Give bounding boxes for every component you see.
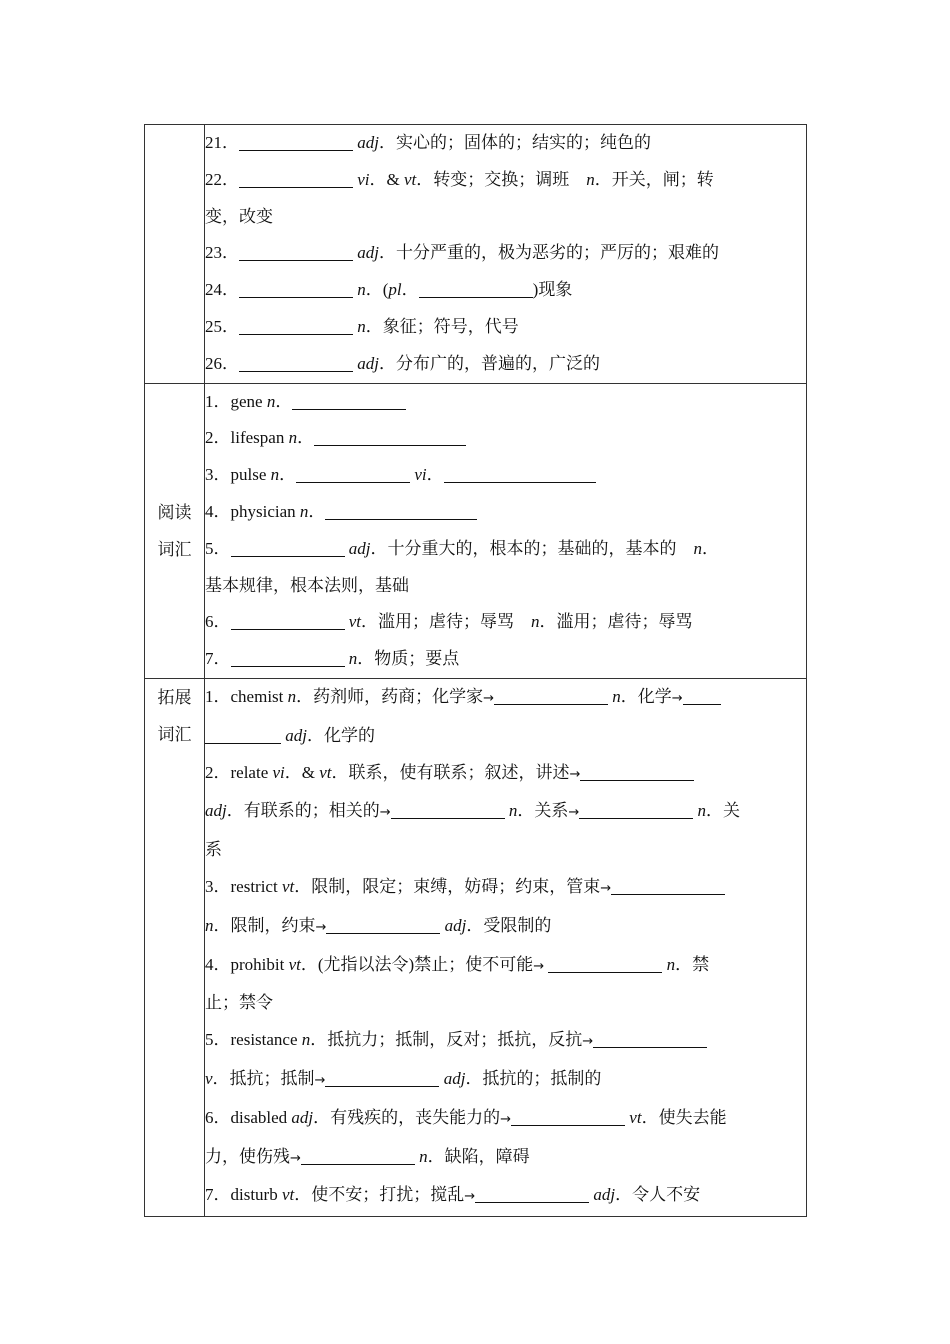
- answer-blank[interactable]: [419, 280, 533, 298]
- section-row-reading: [145, 383, 807, 678]
- section-content: [205, 383, 807, 678]
- vocab-line: 23． adj．十分严重的，极为恶劣的；严厉的；艰难的: [205, 243, 719, 263]
- answer-blank[interactable]: [292, 392, 406, 410]
- part-of-speech: n: [419, 1146, 428, 1166]
- vocab-line: 3．restrict vt．限制，限定；束缚，妨碍；约束，管束→: [205, 869, 806, 908]
- arrow-icon: →: [671, 690, 683, 706]
- answer-blank[interactable]: [683, 687, 721, 705]
- part-of-speech: n: [205, 915, 214, 935]
- answer-blank[interactable]: [231, 539, 345, 557]
- vocab-line: adj．化学的: [205, 718, 806, 755]
- part-of-speech: n: [301, 1030, 311, 1050]
- vocab-line: 3．pulse n． vi．: [205, 457, 806, 494]
- answer-blank[interactable]: [593, 1030, 707, 1048]
- vocab-line: 22． vi．& vt．转变；交换；调班 n．开关，闸；转: [205, 169, 714, 189]
- part-of-speech: n: [612, 686, 621, 706]
- vocab-line: n．限制，约束→ adj．受限制的: [205, 915, 552, 935]
- category-cell-extended: [145, 678, 205, 1216]
- answer-blank[interactable]: [239, 354, 353, 372]
- vocab-line: 2．lifespan n．: [205, 420, 806, 457]
- part-of-speech: n: [357, 316, 366, 336]
- vocab-line: v．抵抗；抵制→ adj．抵抗的；抵制的: [205, 1068, 602, 1088]
- part-of-speech: adj: [357, 133, 379, 152]
- vocab-line: 止；禁令: [205, 993, 273, 1013]
- arrow-icon: →: [483, 690, 495, 706]
- part-of-speech: n: [508, 801, 518, 821]
- answer-blank[interactable]: [511, 1108, 625, 1126]
- part-of-speech: n: [357, 280, 366, 300]
- part-of-speech: vi: [272, 762, 285, 782]
- vocab-line: 力，使伤残→ n．缺陷，障碍: [205, 1146, 530, 1166]
- vocab-line: 21． adj．实心的；固体的；结实的；纯色的: [205, 133, 651, 152]
- section-content: [205, 678, 807, 1216]
- part-of-speech: vt: [629, 1107, 642, 1127]
- vocab-line: 基本规律，根本法则，基础: [205, 575, 409, 595]
- vocab-line: 6． vt．滥用；虐待；辱骂 n．滥用；虐待；辱骂: [205, 612, 693, 632]
- answer-blank[interactable]: [239, 133, 353, 151]
- part-of-speech: adj: [291, 1107, 314, 1127]
- part-of-speech: vt: [319, 762, 332, 782]
- answer-blank[interactable]: [205, 726, 281, 744]
- vocab-line: 5． adj．十分重大的，根本的；基础的，基本的 n．: [205, 538, 719, 558]
- answer-blank[interactable]: [231, 649, 345, 667]
- answer-blank[interactable]: [314, 428, 466, 446]
- answer-blank[interactable]: [239, 243, 353, 261]
- part-of-speech: n: [299, 501, 309, 521]
- part-of-speech: vi: [414, 465, 427, 485]
- arrow-icon: →: [600, 880, 612, 896]
- category-cell-reading: [145, 383, 205, 678]
- part-of-speech: vt: [288, 954, 301, 974]
- arrow-icon: →: [379, 805, 391, 821]
- vocab-line: 4．physician n．: [205, 494, 806, 531]
- part-of-speech: adj: [443, 1068, 466, 1088]
- arrow-icon: →: [569, 766, 581, 782]
- answer-blank[interactable]: [494, 687, 608, 705]
- section-row-basic: [145, 125, 807, 384]
- answer-blank[interactable]: [239, 280, 353, 298]
- part-of-speech: v: [205, 1068, 213, 1088]
- part-of-speech: n: [531, 612, 540, 632]
- vocab-line: 24． n．(pl． )现象: [205, 280, 573, 300]
- part-of-speech: n: [666, 954, 676, 974]
- part-of-speech: n: [270, 465, 280, 485]
- arrow-icon: →: [315, 919, 327, 935]
- part-of-speech: n: [266, 391, 276, 411]
- part-of-speech: adj: [357, 353, 379, 373]
- part-of-speech: adj: [285, 725, 307, 745]
- part-of-speech: adj: [444, 915, 467, 935]
- answer-blank[interactable]: [325, 1069, 439, 1087]
- vocab-line: 6．disabled adj．有残疾的，丧失能力的→ vt．使失去能: [205, 1107, 727, 1127]
- category-cell-empty: [145, 125, 205, 384]
- part-of-speech: n: [693, 538, 702, 558]
- part-of-speech: vt: [348, 612, 362, 632]
- category-label-line: 词汇: [157, 539, 192, 559]
- part-of-speech: vt: [404, 169, 417, 189]
- answer-blank[interactable]: [239, 317, 353, 335]
- vocab-line: 7． n．物质；要点: [205, 649, 460, 669]
- part-of-speech: n: [697, 801, 707, 821]
- arrow-icon: →: [500, 1111, 512, 1127]
- answer-blank[interactable]: [548, 955, 662, 973]
- part-of-speech: vt: [281, 1185, 295, 1205]
- category-label-line: 词汇: [157, 724, 192, 744]
- vocab-line: 2．relate vi．& vt．联系，使有联系；叙述，讲述→: [205, 755, 806, 794]
- vocab-line: 26． adj．分布广的，普遍的，广泛的: [205, 353, 600, 373]
- arrow-icon: →: [314, 1072, 326, 1088]
- vocab-line: 1．chemist n．药剂师，药商；化学家→ n．化学→: [205, 679, 806, 718]
- answer-blank[interactable]: [296, 465, 410, 483]
- answer-blank[interactable]: [325, 502, 477, 520]
- answer-blank[interactable]: [231, 612, 345, 630]
- answer-blank[interactable]: [239, 170, 353, 188]
- answer-blank[interactable]: [611, 877, 725, 895]
- vocab-line: 系: [205, 840, 222, 860]
- arrow-icon: →: [290, 1150, 301, 1166]
- section-content: [205, 125, 807, 384]
- vocabulary-table: [144, 124, 807, 1217]
- part-of-speech: pl: [388, 280, 402, 300]
- arrow-icon: →: [533, 958, 545, 974]
- answer-blank[interactable]: [580, 763, 694, 781]
- category-label-line: 阅读: [157, 502, 192, 522]
- part-of-speech: vt: [281, 876, 295, 896]
- vocab-line: 4．prohibit vt．(尤指以法令)禁止；使不可能→ n．禁: [205, 954, 710, 974]
- answer-blank[interactable]: [301, 1147, 415, 1165]
- arrow-icon: →: [568, 805, 580, 821]
- answer-blank[interactable]: [391, 801, 505, 819]
- vocab-line: 25． n．象征；符号，代号: [205, 316, 519, 336]
- part-of-speech: adj: [357, 243, 379, 263]
- section-row-extended: [145, 678, 807, 1216]
- part-of-speech: adj: [593, 1185, 616, 1205]
- part-of-speech: n: [348, 649, 358, 669]
- answer-blank[interactable]: [579, 801, 693, 819]
- vocab-line: 7．disturb vt．使不安；打扰；搅乱→ adj．令人不安: [205, 1185, 701, 1205]
- arrow-icon: →: [464, 1189, 476, 1205]
- answer-blank[interactable]: [444, 465, 596, 483]
- part-of-speech: adj: [348, 538, 371, 558]
- part-of-speech: n: [288, 428, 298, 448]
- part-of-speech: vi: [357, 169, 370, 189]
- part-of-speech: n: [287, 686, 297, 706]
- answer-blank[interactable]: [475, 1185, 589, 1203]
- arrow-icon: →: [582, 1034, 594, 1050]
- answer-blank[interactable]: [326, 916, 440, 934]
- part-of-speech: adj: [205, 801, 227, 821]
- vocab-line: 变，改变: [205, 206, 273, 226]
- vocab-line: adj．有联系的；相关的→ n．关系→ n．关: [205, 801, 741, 821]
- part-of-speech: n: [586, 169, 595, 189]
- category-label-line: 拓展: [157, 687, 192, 707]
- vocab-line: 5．resistance n．抵抗力；抵制，反对；抵抗，反抗→: [205, 1022, 806, 1061]
- vocab-line: 1．gene n．: [205, 384, 806, 421]
